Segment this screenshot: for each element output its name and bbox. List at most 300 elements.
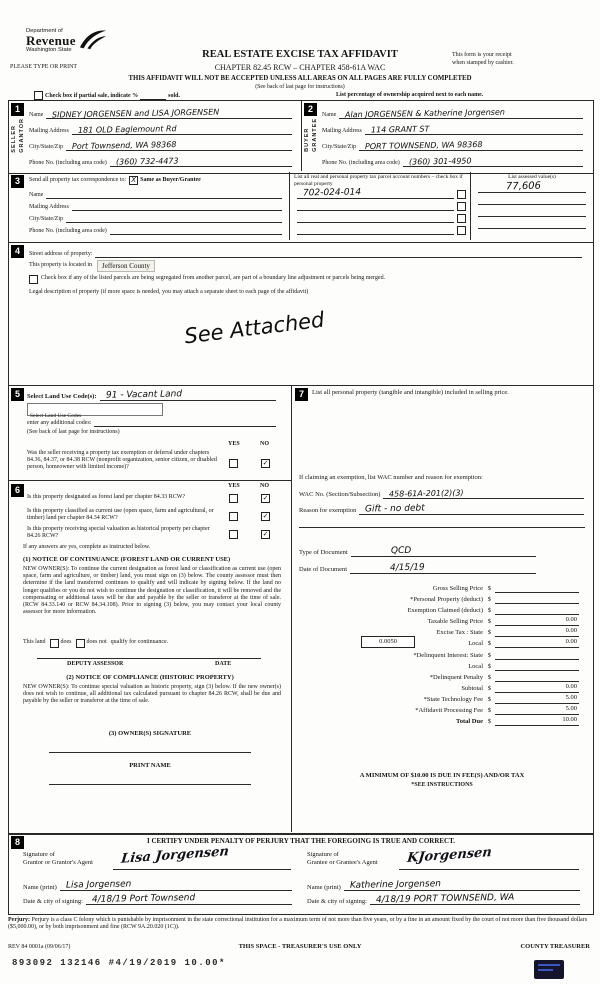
assessed-field-4[interactable] xyxy=(478,220,586,229)
print-name-line[interactable] xyxy=(49,784,251,785)
print-name-title: PRINT NAME xyxy=(129,762,171,769)
seller-phone-value: (360) 732-4473 xyxy=(115,156,179,167)
continuance-intro: This land xyxy=(23,639,46,646)
notice2-text: NEW OWNER(S): To continue special valuation as historic property, sign (3) below. If the new owner(s) does not wish to continue, all additional tax calculated pursuant to chapter 84.26 RCW, shall be due and payable by the seller or transferor at the time of sale. xyxy=(23,684,281,705)
wac-value: 458-61A-201(2)(3) xyxy=(389,488,465,499)
ownership-note: List percentage of ownership acquired next to each name. xyxy=(336,92,484,98)
money-label: Local xyxy=(468,640,483,647)
parcel-field-4[interactable] xyxy=(297,226,454,235)
dept-line1: Department of xyxy=(26,28,63,34)
partial-percent-field[interactable] xyxy=(140,91,166,100)
correspondence-city-label: City/State/Zip xyxy=(29,215,63,222)
money-row-subtotal xyxy=(299,682,579,693)
buyer-address-value: 114 GRANT ST xyxy=(370,124,430,135)
buyer-address-row xyxy=(322,119,586,135)
money-row-delinquent-interest-state xyxy=(299,649,579,660)
buyer-name-row xyxy=(322,102,586,119)
assessed-field-2[interactable] xyxy=(478,196,586,205)
wac-row xyxy=(299,486,587,499)
land-use-and-tax-section xyxy=(8,385,594,835)
buyer-address-field[interactable] xyxy=(365,126,583,135)
see-back-note: (See back of last page for instructions) xyxy=(255,84,345,90)
dollar-sign: $ xyxy=(487,607,491,614)
correspondence-name-field[interactable] xyxy=(46,190,282,199)
correspondence-address-row xyxy=(29,199,285,211)
document-type-field[interactable] xyxy=(351,545,536,557)
parcel-field-2[interactable] xyxy=(297,202,454,211)
dept-line3: Washington State xyxy=(26,47,72,53)
county-value[interactable]: Jefferson County xyxy=(97,260,155,272)
buyer-city-value: PORT TOWNSEND, WA 98368 xyxy=(364,139,483,152)
money-value: 0.00 xyxy=(565,627,577,634)
buyer-city-row xyxy=(322,135,586,151)
document-date-field[interactable] xyxy=(350,562,536,574)
send-correspondence-label: Send all property tax correspondence to: xyxy=(29,176,127,183)
buyer-city-field[interactable] xyxy=(359,139,583,152)
money-label: Local xyxy=(468,663,483,670)
buyer-name-value: Alan JORGENSEN & Katherine Jorgensen xyxy=(345,107,506,120)
exemption-intro: If claiming an exemption, list WAC number and reason for exemption: xyxy=(299,474,483,481)
reason-label: Reason for exemption xyxy=(299,507,357,515)
owners-signature-title: (3) OWNER(S) SIGNATURE xyxy=(108,730,192,737)
parcel-value: 702-024-014 xyxy=(302,187,362,199)
money-value-field[interactable] xyxy=(495,705,579,715)
money-value-field[interactable] xyxy=(495,594,579,604)
qualify-label: qualify for continuance. xyxy=(110,639,169,646)
assessed-row-1 xyxy=(475,182,589,193)
correspondence-city-field[interactable] xyxy=(66,214,282,223)
legal-description-value: See Attached xyxy=(183,307,326,349)
land-use-code-row xyxy=(27,388,279,401)
deferral-yes-checkbox[interactable] xyxy=(229,459,238,468)
grantee-name-field[interactable] xyxy=(344,879,580,891)
additional-codes-row xyxy=(27,417,279,427)
deputy-assessor-line[interactable] xyxy=(37,658,261,659)
money-row-total-due xyxy=(299,715,579,726)
minimum-due-note: A MINIMUM OF $10.00 IS DUE IN FEE(S) AND/OR TAX xyxy=(359,772,525,779)
assessed-column xyxy=(471,172,593,240)
parties-section xyxy=(8,100,594,174)
money-value: 0.00 xyxy=(565,683,577,690)
assessed-row-4 xyxy=(475,218,589,229)
seller-side-bottom: GRANTOR xyxy=(19,118,25,153)
dollar-sign: $ xyxy=(487,640,491,647)
personal-property-checkbox-4[interactable] xyxy=(457,226,466,235)
section-8-number: 8 xyxy=(11,836,24,849)
dollar-sign: $ xyxy=(487,596,491,603)
grantor-signature-line[interactable] xyxy=(113,869,291,870)
grantor-name-print-label: Name (print) xyxy=(23,883,57,891)
located-in-label: This property is located in xyxy=(29,261,92,268)
located-in-row xyxy=(29,258,585,273)
dollar-sign: $ xyxy=(487,652,491,659)
money-row-delinquent-penalty xyxy=(299,671,579,682)
corner-mark xyxy=(534,960,564,979)
deputy-date-label: DATE xyxy=(215,661,232,667)
segregated-row xyxy=(29,273,585,285)
grantor-date-city-value: 4/18/19 Port Townsend xyxy=(91,893,196,906)
property-location-section xyxy=(8,242,594,385)
dollar-sign: $ xyxy=(487,685,491,692)
buyer-city-label: City/State/Zip xyxy=(322,143,356,150)
tax-rate-box[interactable]: 0.0050 xyxy=(361,636,415,648)
section-5-number: 5 xyxy=(11,388,24,401)
partial-sold-label: sold. xyxy=(168,92,181,99)
receipt-note-line1: This form is your receipt xyxy=(452,52,512,58)
correspondence-address-label: Mailing Address xyxy=(29,203,69,210)
buyer-address-label: Mailing Address xyxy=(322,127,362,134)
section-2-number: 2 xyxy=(304,103,317,116)
right-column xyxy=(291,386,593,832)
buyer-block xyxy=(301,101,592,171)
money-value-field[interactable] xyxy=(495,605,579,615)
seller-block xyxy=(9,101,301,171)
document-date-row xyxy=(299,560,539,574)
dollar-sign: $ xyxy=(487,718,491,725)
money-row-gross xyxy=(299,582,579,593)
grantee-signature: KJorgensen xyxy=(406,844,493,867)
dollar-sign: $ xyxy=(487,696,491,703)
reason-row xyxy=(299,502,587,515)
historic-no-mark: ✓ xyxy=(262,530,269,538)
perjury-note xyxy=(8,917,592,931)
document-type-label: Type of Document xyxy=(299,549,348,557)
buyer-name-field[interactable] xyxy=(339,107,583,120)
money-value: 5.00 xyxy=(565,694,577,701)
receipt-note-line2: when stamped by cashier. xyxy=(452,59,514,66)
see-instructions-note: *SEE INSTRUCTIONS xyxy=(411,782,473,788)
assessed-row-3 xyxy=(475,206,589,217)
parcel-column xyxy=(290,172,471,240)
correspondence-city-row xyxy=(29,211,285,223)
money-label: Subtotal xyxy=(461,685,483,692)
treasurer-stamp: 893092 132146 #4/19/2019 10.00* xyxy=(12,958,226,968)
money-label: *Personal Property (deduct) xyxy=(410,596,483,603)
historic-question: Is this property receiving special valuation as historical property per chapter 84.26 RCW? xyxy=(27,526,210,540)
acceptance-warning: THIS AFFIDAVIT WILL NOT BE ACCEPTED UNLESS ALL AREAS ON ALL PAGES ARE FULLY COMPLETED xyxy=(128,75,472,82)
money-value-field[interactable] xyxy=(495,650,579,660)
historic-yes-checkbox[interactable] xyxy=(229,530,238,539)
seller-name-row xyxy=(29,102,295,119)
assessed-field-3[interactable] xyxy=(478,208,586,217)
parcel-row-1 xyxy=(294,188,466,199)
money-value-field[interactable] xyxy=(495,638,579,648)
reason-value: Gift - no debt xyxy=(365,503,426,515)
form-rev-number: REV 84 0001a (09/06/17) xyxy=(8,944,71,950)
correspondence-fields xyxy=(29,174,285,235)
buyer-phone-field[interactable] xyxy=(403,158,583,167)
seller-phone-row xyxy=(29,151,295,167)
personal-property-checkbox-3[interactable] xyxy=(457,214,466,223)
grantor-name-value: Lisa Jorgensen xyxy=(65,879,132,891)
buyer-side-bottom: GRANTEE xyxy=(312,118,318,152)
grantee-date-city-value: 4/18/19 PORT TOWNSEND, WA xyxy=(375,892,515,906)
deferral-no-checkbox[interactable] xyxy=(261,459,270,468)
seller-name-value: SIDNEY JORGENSEN and LISA JORGENSEN xyxy=(52,107,220,120)
money-label: Total Due xyxy=(455,718,483,725)
correspondence-name-label: Name xyxy=(29,191,44,198)
corner-mark-line1 xyxy=(538,964,560,966)
grantor-date-city-row xyxy=(23,891,295,905)
same-as-buyer-label: Same as Buyer/Grantee xyxy=(140,176,201,183)
section6-no-header: NO xyxy=(260,483,269,489)
dollar-sign: $ xyxy=(487,707,491,714)
assessed-field-1[interactable] xyxy=(478,180,586,193)
additional-codes-label: enter any additional codes: xyxy=(27,419,92,426)
money-value: 5.00 xyxy=(565,705,577,712)
document-date-label: Date of Document xyxy=(299,566,348,574)
dollar-sign: $ xyxy=(487,663,491,670)
does-label: does xyxy=(60,639,72,646)
personal-property-checkbox-1[interactable] xyxy=(457,190,466,199)
money-value-field[interactable] xyxy=(495,583,579,593)
does-checkbox[interactable] xyxy=(50,639,59,648)
grantee-name-print-label: Name (print) xyxy=(307,883,341,891)
land-use-label: Select Land Use Code(s): xyxy=(27,393,97,401)
seller-side-top: SELLER xyxy=(11,125,17,153)
forest-land-question: Is this property designated as forest land per chapter 84.33 RCW? xyxy=(27,494,186,500)
section-4-number: 4 xyxy=(11,245,24,258)
section-7-number: 7 xyxy=(295,388,308,401)
money-value-field[interactable] xyxy=(495,694,579,704)
grantee-date-city-row xyxy=(307,891,583,905)
parcel-row-3 xyxy=(294,212,466,223)
seller-side-label xyxy=(11,118,26,153)
section-3-number: 3 xyxy=(11,175,24,188)
dept-line2: Revenue xyxy=(26,33,76,48)
grantor-sig-label2: Grantor or Grantor's Agent xyxy=(23,858,93,866)
corner-mark-line2 xyxy=(538,969,553,971)
certification-section xyxy=(8,833,594,915)
section-6-number: 6 xyxy=(11,484,24,497)
seller-name-label: Name xyxy=(29,111,44,118)
money-row-personal xyxy=(299,593,579,604)
money-row-local xyxy=(299,637,579,648)
grantor-sig-label1: Signature of xyxy=(23,851,55,858)
buyer-side-label xyxy=(304,118,319,152)
deferral-no-mark: ✓ xyxy=(262,459,269,467)
notice2-title: (2) NOTICE OF COMPLIANCE (HISTORIC PROPERTY) xyxy=(66,674,234,681)
parcel-field-1[interactable] xyxy=(297,187,454,199)
seller-city-value: Port Townsend, WA 98368 xyxy=(71,140,177,151)
seller-city-label: City/State/Zip xyxy=(29,143,63,150)
parcel-row-4 xyxy=(294,224,466,235)
reason-extra-line[interactable] xyxy=(299,518,585,528)
grantee-date-city-label: Date & city of signing: xyxy=(307,897,367,905)
seller-name-field[interactable] xyxy=(46,107,292,120)
same-as-buyer-checkmark: X xyxy=(131,176,137,184)
dollar-sign: $ xyxy=(487,629,491,636)
money-value: 0.00 xyxy=(565,616,577,623)
if-yes-note: If any answers are yes, complete as instructed below. xyxy=(23,544,151,550)
grantor-signature: Lisa Jorgensen xyxy=(120,844,230,867)
current-use-question: Is this property classified as current use (open space, farm and agricultural, or timber) land per chapter 84.34 RCW? xyxy=(27,508,214,522)
perjury-bold: Perjury: xyxy=(8,917,30,923)
document-type-row xyxy=(299,543,539,557)
money-label: *Delinquent Penalty xyxy=(429,674,483,681)
land-use-select-text: Select Land Use Codes xyxy=(30,413,82,419)
money-label: Gross Selling Price xyxy=(432,585,483,592)
county-treasurer-label: COUNTY TREASURER xyxy=(520,943,590,950)
money-value: 10.00 xyxy=(562,716,577,723)
notice1-text: NEW OWNER(S): To continue the current designation as forest land or classification as current use (open space, farm and agriculture, or timber) land, you must sign on (3) below. The county assessor must then determine if the land transferred continues to qualify and will indicate by signing below. If the land no longer qualifies or you do not wish to continue the designation or classification, it will be removed and the compensating or additional taxes will be due and payable by the seller or transferor at the time of sale. (RCW 84.33.140 or RCW 84.34.108). Prior to signing (3) below, you may contact your local county assessor for more information. xyxy=(23,566,281,616)
dollar-sign: $ xyxy=(487,585,491,592)
money-row-technology-fee xyxy=(299,693,579,704)
does-not-checkbox[interactable] xyxy=(76,639,85,648)
does-not-label: does not xyxy=(86,639,107,646)
buyer-name-label: Name xyxy=(322,111,337,118)
correspondence-phone-field[interactable] xyxy=(110,226,282,235)
perjury-text: Perjury is a class C felony which is punishable by imprisonment in the state correctional institution for a maximum term of not more than five years, or by a fine in an amount fixed by the court of not more than five thousand dollars ($5,000.00), or by both imprisonment and fine (RCW 9A.20.020 (1C)). xyxy=(8,917,588,931)
money-value: 0.00 xyxy=(565,638,577,645)
grantee-name-row xyxy=(307,877,583,891)
forest-yes-checkbox[interactable] xyxy=(229,494,238,503)
parcel-header: List all real and personal property tax parcel account numbers – check box if personal property xyxy=(294,174,463,187)
money-value-field[interactable] xyxy=(495,616,579,626)
money-value-field[interactable] xyxy=(495,627,579,637)
buyer-phone-row xyxy=(322,151,586,167)
dor-logo-text xyxy=(26,28,76,53)
grantee-sig-label1: Signature of xyxy=(307,851,339,858)
money-row-taxable xyxy=(299,615,579,626)
grantee-signature-line[interactable] xyxy=(399,869,579,870)
personal-property-checkbox-2[interactable] xyxy=(457,202,466,211)
money-row-excise-state xyxy=(299,626,579,637)
notice1-title: (1) NOTICE OF CONTINUANCE (FOREST LAND OR CURRENT USE) xyxy=(23,556,231,563)
buyer-phone-label: Phone No. (including area code) xyxy=(322,159,400,166)
dollar-sign: $ xyxy=(487,618,491,625)
money-value-field[interactable] xyxy=(495,661,579,671)
partial-sale-checkbox[interactable] xyxy=(34,91,43,100)
correspondence-intro-row xyxy=(29,174,285,187)
street-address-field[interactable] xyxy=(95,249,582,258)
grantor-signing-block xyxy=(23,844,295,906)
money-row-delinquent-interest-local xyxy=(299,660,579,671)
same-as-buyer-checkbox[interactable] xyxy=(129,176,138,185)
forest-no-mark: ✓ xyxy=(262,494,269,502)
segregated-checkbox[interactable] xyxy=(29,275,38,284)
reason-field[interactable] xyxy=(359,503,584,515)
buyer-fields xyxy=(322,102,586,167)
assessed-row-2 xyxy=(475,194,589,205)
seller-city-field[interactable] xyxy=(66,142,292,151)
deferral-question: Was the seller receiving a property tax exemption or deferral under chapters 84.36, 84.37, or 84.38 RCW (nonprofit organization, senior citizen, or disabled person, homeowner with limited income)? xyxy=(27,450,217,471)
grantee-date-city-field[interactable] xyxy=(370,892,580,906)
parcel-assessed-block xyxy=(289,172,593,240)
form-chapter: CHAPTER 82.45 RCW – CHAPTER 458-61A WAC xyxy=(214,63,386,72)
seller-address-field[interactable] xyxy=(72,126,292,135)
section-5-6-divider xyxy=(9,480,291,481)
grantor-date-city-field[interactable] xyxy=(86,893,292,906)
money-value-field[interactable] xyxy=(495,672,579,682)
correspondence-name-row xyxy=(29,187,285,199)
dor-logo xyxy=(26,28,107,53)
grantor-name-row xyxy=(23,877,295,891)
continuance-row xyxy=(23,638,168,648)
left-column xyxy=(9,386,292,832)
parcel-row-2 xyxy=(294,200,466,211)
money-label: *Affidavit Processing Fee xyxy=(415,707,483,714)
seller-phone-field[interactable] xyxy=(110,158,292,167)
money-label: Excise Tax : State xyxy=(436,629,483,636)
location-fields xyxy=(29,245,585,296)
section5-see-back: (See back of last page for instructions) xyxy=(27,429,120,435)
wac-label: WAC No. (Section/Subsection) xyxy=(299,491,381,499)
grantee-name-value: Katherine Jorgensen xyxy=(349,879,441,891)
treasurer-space-label: THIS SPACE - TREASURER'S USE ONLY xyxy=(238,943,362,950)
money-value-field[interactable] xyxy=(495,716,579,726)
correspondence-address-field[interactable] xyxy=(72,202,282,211)
section5-yes-header: YES xyxy=(228,441,240,447)
assessed-header: List assessed value(s) xyxy=(508,174,556,180)
seller-city-row xyxy=(29,135,295,151)
legal-description-label: Legal description of property (if more space is needed, you may attach a separate sheet to each page of the affidavit) xyxy=(29,289,309,295)
certify-statement: I CERTIFY UNDER PENALTY OF PERJURY THAT THE FOREGOING IS TRUE AND CORRECT. xyxy=(146,837,455,845)
form-title: REAL ESTATE EXCISE TAX AFFIDAVIT xyxy=(202,49,398,60)
additional-codes-field[interactable] xyxy=(94,418,276,427)
forest-no-checkbox[interactable] xyxy=(261,494,270,503)
grantee-signing-block xyxy=(307,844,583,906)
seller-phone-label: Phone No. (including area code) xyxy=(29,159,107,166)
current-use-no-checkbox[interactable] xyxy=(261,512,270,521)
correspondence-section xyxy=(8,172,594,243)
money-row-processing-fee xyxy=(299,704,579,715)
partial-sale-line xyxy=(34,91,180,100)
money-label: *State Technology Fee xyxy=(423,696,483,703)
revenue-swoosh-icon xyxy=(79,28,107,50)
grantee-sig-label2: Grantee or Grantee's Agent xyxy=(307,858,378,866)
correspondence-phone-row xyxy=(29,223,285,235)
assessed-value: 77,606 xyxy=(505,180,542,192)
street-address-row xyxy=(29,245,585,258)
money-label: Exemption Claimed (deduct) xyxy=(407,607,483,614)
personal-property-label: List all personal property (tangible and intangible) included in selling price. xyxy=(312,389,509,396)
section6-yes-header: YES xyxy=(228,483,240,489)
partial-sale-label: Check box if partial sale, indicate % xyxy=(45,92,139,99)
document-type-value: QCD xyxy=(390,545,412,557)
document-date-value: 4/15/19 xyxy=(389,562,425,574)
land-use-field[interactable] xyxy=(100,389,276,401)
deputy-assessor-label: DEPUTY ASSESSOR xyxy=(67,661,124,667)
seller-fields xyxy=(29,102,295,167)
owners-signature-line[interactable] xyxy=(49,752,251,753)
section-1-number: 1 xyxy=(11,103,24,116)
seller-address-value: 181 OLD Eaglemount Rd xyxy=(77,124,177,135)
please-type-or-print: PLEASE TYPE OR PRINT xyxy=(10,64,78,70)
seller-address-row xyxy=(29,119,295,135)
grantor-date-city-label: Date & city of signing: xyxy=(23,897,83,905)
section5-no-header: NO xyxy=(260,441,269,447)
money-label: *Delinquent Interest: State xyxy=(413,652,483,659)
money-label: Taxable Selling Price xyxy=(427,618,483,625)
land-use-value: 91 - Vacant Land xyxy=(105,389,182,401)
seller-address-label: Mailing Address xyxy=(29,127,69,134)
land-use-select[interactable] xyxy=(27,403,163,419)
current-use-no-mark: ✓ xyxy=(262,512,269,520)
money-row-exemption xyxy=(299,604,579,615)
correspondence-phone-label: Phone No. (including area code) xyxy=(29,227,107,234)
receipt-note xyxy=(452,52,562,67)
current-use-yes-checkbox[interactable] xyxy=(229,512,238,521)
wac-field[interactable] xyxy=(383,490,584,499)
money-value-field[interactable] xyxy=(495,683,579,693)
buyer-side-top: BUYER xyxy=(304,127,310,152)
grantor-name-field[interactable] xyxy=(60,879,292,891)
parcel-field-3[interactable] xyxy=(297,214,454,223)
buyer-phone-value: (360) 301-4950 xyxy=(408,156,472,167)
segregated-label: Check box if any of the listed parcels are being segregated from another parcel, are part of a boundary line adjustment or parcels being merged. xyxy=(41,275,386,282)
historic-no-checkbox[interactable] xyxy=(261,530,270,539)
